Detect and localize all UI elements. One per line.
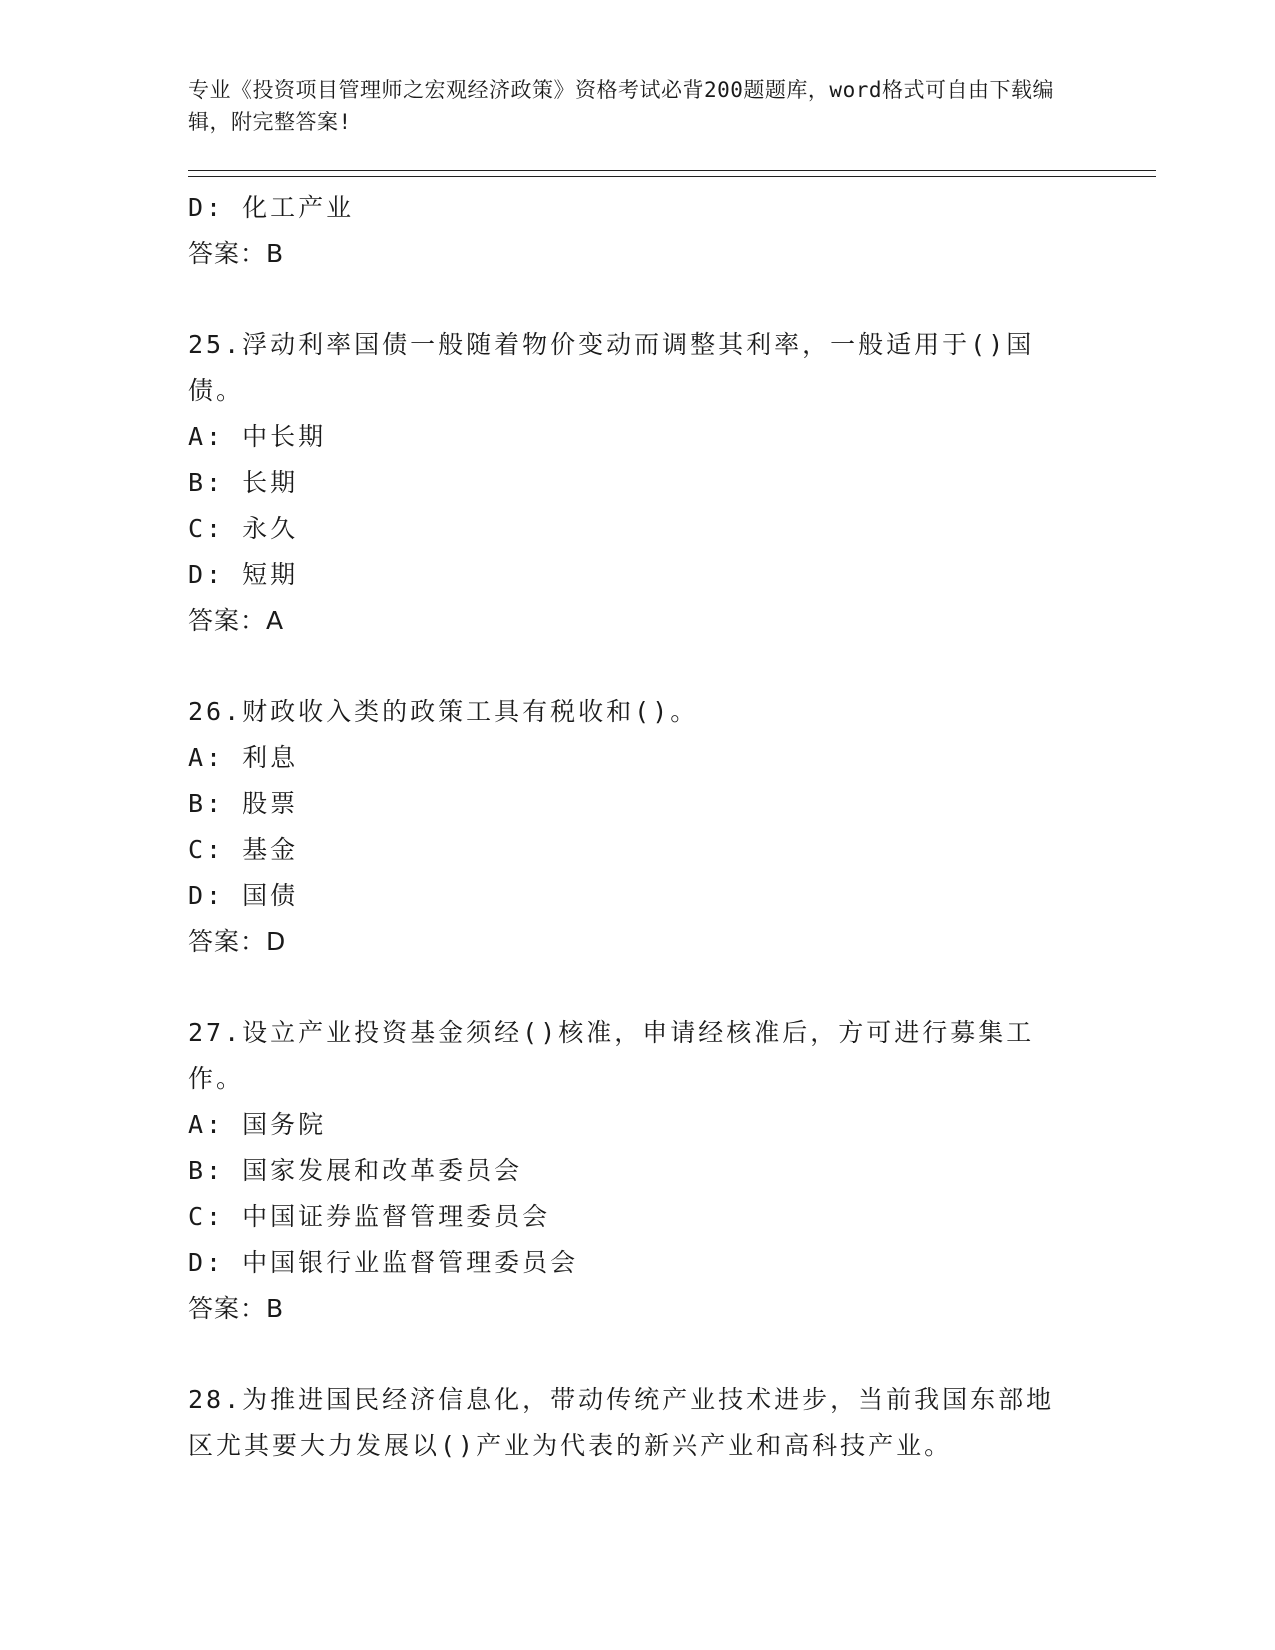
question-26 — [188, 689, 1068, 965]
header-divider-bottom — [188, 176, 1156, 177]
option-b: B: 长期 — [188, 468, 299, 497]
document-header — [188, 74, 1068, 138]
header-title: 专业《投资项目管理师之宏观经济政策》资格考试必背200题题库，word格式可自由下载编辑，附完整答案! — [188, 78, 1054, 134]
option-a: A: 中长期 — [188, 422, 327, 451]
question-28 — [188, 1377, 1068, 1469]
option-d: D: 化工产业 — [188, 193, 355, 222]
question-stem: 25.浮动利率国债一般随着物价变动而调整其利率，一般适用于()国债。 — [188, 330, 1035, 405]
question-stem: 28.为推进国民经济信息化，带动传统产业技术进步，当前我国东部地区尤其要大力发展以()产业为代表的新兴产业和高科技产业。 — [188, 1385, 1055, 1460]
option-d: D: 短期 — [188, 560, 299, 589]
option-c: C: 基金 — [188, 835, 299, 864]
option-a: A: 国务院 — [188, 1110, 327, 1139]
answer: 答案：A — [188, 606, 285, 635]
option-b: B: 国家发展和改革委员会 — [188, 1156, 523, 1185]
previous-question-tail — [188, 185, 1068, 277]
option-a: A: 利息 — [188, 743, 299, 772]
option-d: D: 国债 — [188, 881, 299, 910]
question-25 — [188, 322, 1068, 644]
question-stem: 26.财政收入类的政策工具有税收和()。 — [188, 697, 699, 726]
question-list — [188, 185, 1068, 1469]
option-d: D: 中国银行业监督管理委员会 — [188, 1248, 579, 1277]
option-c: C: 永久 — [188, 514, 299, 543]
answer: 答案：B — [188, 239, 285, 268]
answer: 答案：B — [188, 1294, 285, 1323]
question-stem: 27.设立产业投资基金须经()核准，申请经核准后，方可进行募集工作。 — [188, 1018, 1035, 1093]
option-b: B: 股票 — [188, 789, 299, 818]
option-c: C: 中国证券监督管理委员会 — [188, 1202, 551, 1231]
header-divider-top — [188, 170, 1156, 171]
answer: 答案：D — [188, 927, 287, 956]
question-27 — [188, 1010, 1068, 1332]
